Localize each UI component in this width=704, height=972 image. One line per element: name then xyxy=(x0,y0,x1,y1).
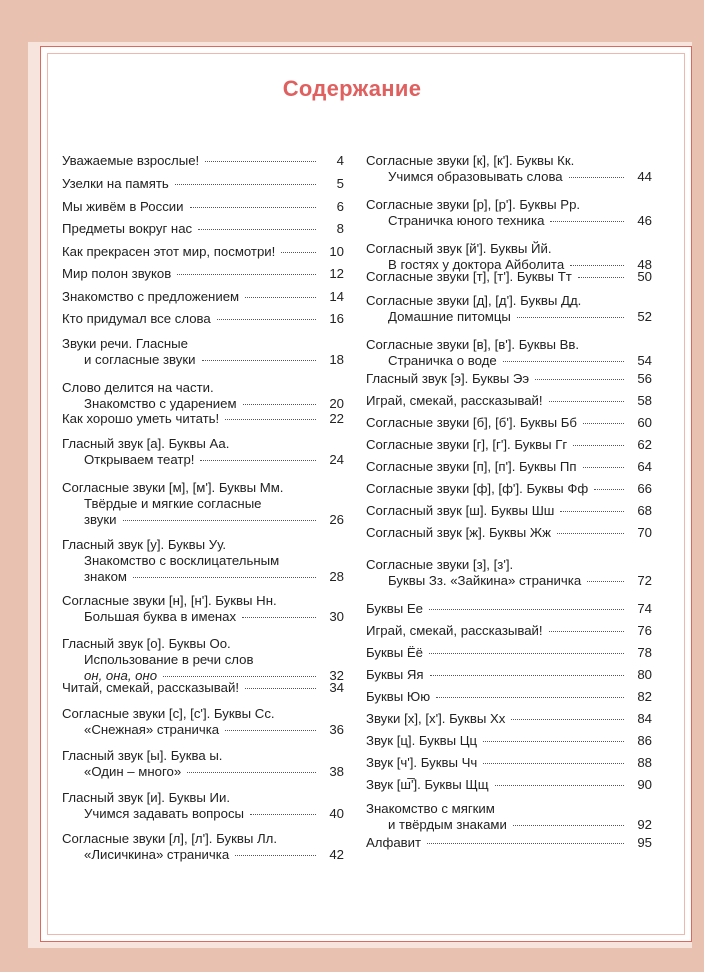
toc-entry-title: Буквы Яя xyxy=(366,667,424,682)
dot-leader xyxy=(245,297,316,298)
dot-leader xyxy=(583,467,624,468)
toc-entry xyxy=(62,311,344,327)
toc-page-number: 40 xyxy=(329,806,344,821)
toc-page-number: 10 xyxy=(329,244,344,259)
toc-entry xyxy=(366,459,652,475)
toc-page-number: 22 xyxy=(329,411,344,426)
toc-page-number: 6 xyxy=(336,199,344,214)
toc-entry xyxy=(366,269,652,285)
dot-leader xyxy=(550,221,624,222)
dot-leader xyxy=(429,653,624,654)
dot-leader xyxy=(549,631,624,632)
toc-entry xyxy=(62,221,344,237)
toc-entry xyxy=(62,537,344,585)
toc-entry-title-line: Знакомство с мягким xyxy=(366,801,495,816)
toc-page-number: 26 xyxy=(329,512,344,527)
toc-entry-title-line: Гласный звук [ы]. Буква ы. xyxy=(62,748,223,763)
dot-leader xyxy=(560,511,624,512)
toc-entry-title: Как прекрасен этот мир, посмотри! xyxy=(62,244,276,259)
dot-leader xyxy=(549,401,624,402)
toc-entry xyxy=(62,266,344,282)
toc-page-number: 36 xyxy=(329,722,344,737)
toc-entry-title: Мир полон звуков xyxy=(62,266,172,281)
toc-page-number: 56 xyxy=(637,371,652,386)
toc-entry xyxy=(366,667,652,683)
toc-entry-title: Согласный звук [ш]. Буквы Шш xyxy=(366,503,555,518)
toc-entry-title: Открываем театр! xyxy=(84,452,195,467)
toc-entry xyxy=(62,199,344,215)
toc-entry-title: Буквы Юю xyxy=(366,689,431,704)
toc-entry-title: «Один – много» xyxy=(84,764,182,779)
dot-leader xyxy=(200,460,316,461)
toc-entry-title: знаком xyxy=(84,569,127,584)
dot-leader xyxy=(573,445,624,446)
toc-entry xyxy=(366,153,652,185)
dot-leader xyxy=(436,697,624,698)
toc-entry xyxy=(366,755,652,771)
toc-entry-title: Предметы вокруг нас xyxy=(62,221,193,236)
toc-entry-title: Алфавит xyxy=(366,835,422,850)
dot-leader xyxy=(235,855,316,856)
toc-page-number: 4 xyxy=(336,153,344,168)
toc-entry xyxy=(62,380,344,412)
toc-entry xyxy=(62,336,344,368)
toc-entry-title: Согласные звуки [г], [г']. Буквы Гг xyxy=(366,437,568,452)
dot-leader xyxy=(557,533,624,534)
toc-entry xyxy=(366,437,652,453)
toc-page-number: 60 xyxy=(637,415,652,430)
toc-entry-title: Узелки на память xyxy=(62,176,169,191)
toc-entry xyxy=(366,689,652,705)
toc-entry-title: Как хорошо уметь читать! xyxy=(62,411,220,426)
toc-page-number: 50 xyxy=(637,269,652,284)
toc-entry xyxy=(366,481,652,497)
toc-entry xyxy=(62,411,344,427)
dot-leader xyxy=(569,177,624,178)
toc-page-number: 38 xyxy=(329,764,344,779)
toc-entry xyxy=(62,636,344,684)
toc-entry xyxy=(366,415,652,431)
dot-leader xyxy=(190,207,316,208)
toc-entry xyxy=(366,337,652,369)
dot-leader xyxy=(133,577,316,578)
toc-entry xyxy=(366,645,652,661)
toc-entry-title-line: Гласный звук [а]. Буквы Аа. xyxy=(62,436,230,451)
toc-entry-title: Мы живём в России xyxy=(62,199,184,214)
toc-page-number: 84 xyxy=(637,711,652,726)
toc-page-number: 54 xyxy=(637,353,652,368)
toc-page-number: 20 xyxy=(329,396,344,411)
page-title: Содержание xyxy=(282,76,422,101)
toc-entry-title: Учимся образовывать слова xyxy=(388,169,563,184)
toc-entry-title: «Лисичкина» страничка xyxy=(84,847,230,862)
toc-entry-title-line: Согласные звуки [с], [с']. Буквы Сс. xyxy=(62,706,275,721)
toc-entry-title: Страничка о воде xyxy=(388,353,497,368)
toc-entry-title: Знакомство с предложением xyxy=(62,289,240,304)
dot-leader xyxy=(495,785,624,786)
toc-page-number: 92 xyxy=(637,817,652,832)
toc-entry xyxy=(366,601,652,617)
toc-entry-title: Согласные звуки [п], [п']. Буквы Пп xyxy=(366,459,577,474)
toc-entry-title-line: Твёрдые и мягкие согласные xyxy=(84,496,262,511)
toc-page-number: 8 xyxy=(336,221,344,236)
toc-entry-title: Согласные звуки [ф], [ф']. Буквы Фф xyxy=(366,481,589,496)
toc-page-number: 66 xyxy=(637,481,652,496)
dot-leader xyxy=(513,825,624,826)
dot-leader xyxy=(583,423,624,424)
toc-entry-title-line: Согласные звуки [к], [к']. Буквы Кк. xyxy=(366,153,575,168)
toc-entry-title-line: Согласные звуки [д], [д']. Буквы Дд. xyxy=(366,293,582,308)
dot-leader xyxy=(578,277,624,278)
toc-page-number: 44 xyxy=(637,169,652,184)
dot-leader xyxy=(243,404,316,405)
dot-leader xyxy=(198,229,316,230)
toc-page-number: 58 xyxy=(637,393,652,408)
toc-entry-title-line: Согласные звуки [м], [м']. Буквы Мм. xyxy=(62,480,284,495)
dot-leader xyxy=(202,360,316,361)
toc-entry xyxy=(62,436,344,468)
toc-page-number: 72 xyxy=(637,573,652,588)
toc-entry xyxy=(62,244,344,260)
dot-leader xyxy=(483,741,624,742)
dot-leader xyxy=(175,184,316,185)
toc-entry-title: и твёрдым знаками xyxy=(388,817,507,832)
dot-leader xyxy=(511,719,624,720)
toc-entry-title-line: Использование в речи слов xyxy=(84,652,254,667)
toc-page-number: 78 xyxy=(637,645,652,660)
toc-page-number: 16 xyxy=(329,311,344,326)
toc-entry-title: Буквы Ёё xyxy=(366,645,424,660)
toc-entry-title: Звук [ц]. Буквы Цц xyxy=(366,733,478,748)
toc-entry-title: В гостях у доктора Айболита xyxy=(388,257,565,272)
toc-page-number: 46 xyxy=(637,213,652,228)
toc-page-number: 68 xyxy=(637,503,652,518)
toc-page-number: 18 xyxy=(329,352,344,367)
dot-leader xyxy=(177,274,316,275)
toc-entry-title: Гласный звук [э]. Буквы Ээ xyxy=(366,371,530,386)
dot-leader xyxy=(281,252,316,253)
dot-leader xyxy=(483,763,624,764)
toc-page-number: 86 xyxy=(637,733,652,748)
toc-entry xyxy=(62,176,344,192)
toc-page-number: 28 xyxy=(329,569,344,584)
toc-entry-title: Играй, смекай, рассказывай! xyxy=(366,623,543,638)
toc-entry-title: Согласные звуки [б], [б']. Буквы Бб xyxy=(366,415,577,430)
toc-entry xyxy=(366,801,652,833)
dot-leader xyxy=(225,419,316,420)
dot-leader xyxy=(187,772,316,773)
toc-entry-title: Буквы Ее xyxy=(366,601,424,616)
toc-page-number: 34 xyxy=(329,680,344,695)
dot-leader xyxy=(242,617,316,618)
dot-leader xyxy=(429,609,624,610)
toc-entry-title-line: Гласный звук [о]. Буквы Оо. xyxy=(62,636,231,651)
toc-entry xyxy=(366,393,652,409)
toc-page-number: 48 xyxy=(637,257,652,272)
toc-entry-title-line: Согласные звуки [в], [в']. Буквы Вв. xyxy=(366,337,580,352)
toc-entry-title: Звук [ч']. Буквы Чч xyxy=(366,755,478,770)
toc-entry xyxy=(62,289,344,305)
toc-entry xyxy=(62,153,344,169)
toc-entry-title: Кто придумал все слова xyxy=(62,311,211,326)
toc-entry xyxy=(366,835,652,851)
toc-entry-title: Большая буква в именах xyxy=(84,609,237,624)
toc-entry xyxy=(366,623,652,639)
toc-entry-title: он, она, оно xyxy=(84,668,158,683)
toc-entry-title: Читай, смекай, рассказывай! xyxy=(62,680,240,695)
toc-entry xyxy=(62,748,344,780)
toc-page-number: 64 xyxy=(637,459,652,474)
toc-entry-title-line: Гласный звук [и]. Буквы Ии. xyxy=(62,790,231,805)
toc-page-number: 90 xyxy=(637,777,652,792)
toc-page-number: 74 xyxy=(637,601,652,616)
dot-leader xyxy=(427,843,624,844)
toc-entry-title: Звук [ш̅']. Буквы Щщ xyxy=(366,777,489,792)
toc-entry-title-line: Слово делится на части. xyxy=(62,380,214,395)
toc-entry-title: «Снежная» страничка xyxy=(84,722,220,737)
toc-entry-title: Играй, смекай, рассказывай! xyxy=(366,393,543,408)
toc-page-number: 5 xyxy=(336,176,344,191)
dot-leader xyxy=(250,814,316,815)
toc-entry xyxy=(62,790,344,822)
toc-entry xyxy=(366,503,652,519)
toc-entry-title: и согласные звуки xyxy=(84,352,196,367)
toc-page-number: 70 xyxy=(637,525,652,540)
toc-entry xyxy=(62,593,344,625)
dot-leader xyxy=(503,361,624,362)
toc-entry xyxy=(62,680,344,696)
toc-entry xyxy=(62,480,344,528)
toc-entry-title-line: Звуки речи. Гласные xyxy=(62,336,188,351)
toc-entry-title: Буквы Зз. «Зайкина» страничка xyxy=(388,573,582,588)
toc-page-number: 30 xyxy=(329,609,344,624)
toc-page-number: 32 xyxy=(329,668,344,683)
dot-leader xyxy=(587,581,624,582)
toc-page-number: 82 xyxy=(637,689,652,704)
dot-leader xyxy=(535,379,624,380)
toc-entry-title-line: Согласные звуки [л], [л']. Буквы Лл. xyxy=(62,831,278,846)
toc-entry-title: Уважаемые взрослые! xyxy=(62,153,200,168)
toc-entry-title: Домашние питомцы xyxy=(388,309,511,324)
toc-page-number: 14 xyxy=(329,289,344,304)
toc-page-number: 88 xyxy=(637,755,652,770)
toc-entry xyxy=(366,733,652,749)
toc-entry xyxy=(366,293,652,325)
dot-leader xyxy=(123,520,317,521)
toc-entry-title-line: Знакомство с восклицательным xyxy=(84,553,280,568)
toc-entry-title: Знакомство с ударением xyxy=(84,396,237,411)
dot-leader xyxy=(430,675,624,676)
toc-entry-title: Согласные звуки [т], [т']. Буквы Тт xyxy=(366,269,572,284)
toc-page-number: 80 xyxy=(637,667,652,682)
toc-entry-title-line: Гласный звук [у]. Буквы Уу. xyxy=(62,537,227,552)
toc-entry-title: Страничка юного техника xyxy=(388,213,545,228)
toc-page-number: 52 xyxy=(637,309,652,324)
toc-entry-title: Согласный звук [ж]. Буквы Жж xyxy=(366,525,551,540)
toc-entry xyxy=(366,371,652,387)
toc-page-number: 12 xyxy=(329,266,344,281)
toc-entry-title: Звуки [х], [х']. Буквы Хх xyxy=(366,711,506,726)
toc-page-number: 42 xyxy=(329,847,344,862)
dot-leader xyxy=(163,676,316,677)
toc-entry-title: Учимся задавать вопросы xyxy=(84,806,245,821)
dot-leader xyxy=(217,319,316,320)
toc-entry xyxy=(62,831,344,863)
toc-page-number: 95 xyxy=(637,835,652,850)
toc-entry-title: звуки xyxy=(84,512,117,527)
toc-entry xyxy=(366,777,652,793)
toc-entry-title-line: Согласные звуки [з], [з']. xyxy=(366,557,514,572)
dot-leader xyxy=(205,161,316,162)
dot-leader xyxy=(245,688,316,689)
dot-leader xyxy=(517,317,624,318)
toc-entry xyxy=(366,557,652,589)
toc-page-number: 76 xyxy=(637,623,652,638)
toc-entry-title-line: Согласные звуки [р], [р']. Буквы Рр. xyxy=(366,197,581,212)
toc-page-number: 24 xyxy=(329,452,344,467)
dot-leader xyxy=(225,730,316,731)
dot-leader xyxy=(570,265,624,266)
toc-entry xyxy=(366,711,652,727)
dot-leader xyxy=(594,489,624,490)
toc-entry xyxy=(366,197,652,229)
toc-entry-title-line: Согласный звук [й']. Буквы Йй. xyxy=(366,241,552,256)
toc-entry xyxy=(62,706,344,738)
toc-entry-title-line: Согласные звуки [н], [н']. Буквы Нн. xyxy=(62,593,277,608)
toc-entry xyxy=(366,525,652,541)
toc-page-number: 62 xyxy=(637,437,652,452)
